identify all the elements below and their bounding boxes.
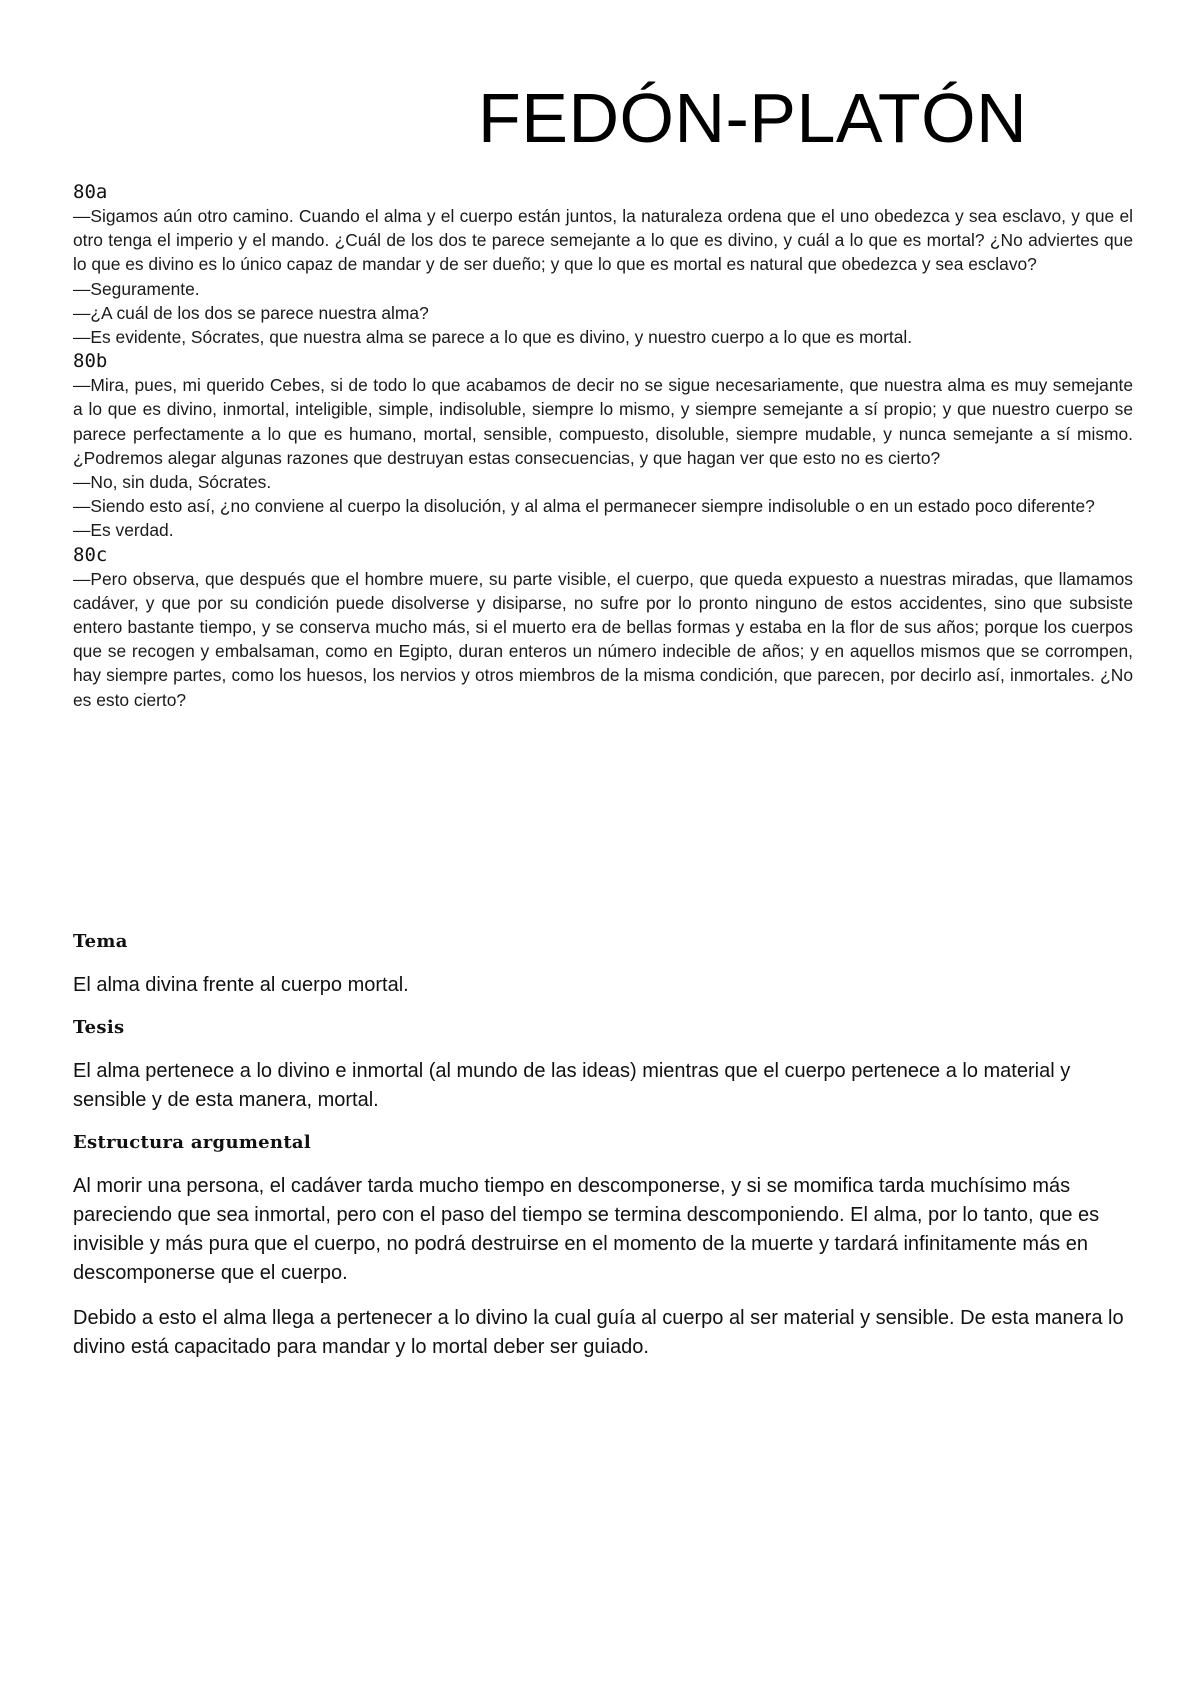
estructura-paragraph: Al morir una persona, el cadáver tarda mucho tiempo en descomponerse, y si se momifica tarda muchísimo más pareciendo que sea inmortal, pero con el paso del tiempo se termina descomponiendo. El alma, por lo tanto, que es invisible y más pura que el cuerpo, no podrá destruirse en el momento de la muerte y tardará infinitamente más en descomponerse que el cuerpo.: [73, 1175, 1100, 1284]
dialogue-line: —Pero observa, que después que el hombre muere, su parte visible, el cuerpo, que queda expuesto a nuestras miradas, que llamamos cadáver, y que por su condición puede disolverse y disiparse, no sufre por lo pronto ninguno de estos accidentes, sino que subsiste entero bastante tiempo, y se conserva mucho más, si el muerto era de bellas formas y estaba en la flor de sus años; porque los cuerpos que se recogen y embalsaman, como en Egipto, duran enteros un número indecible de años; y en aquellos mismos que se corrompen, hay siempre partes, como los huesos, los nervios y otros miembros de la misma condición, que parecen, por decirlo así, inmortales. ¿No es esto cierto?: [73, 568, 1133, 710]
dialogue-line: —Siendo esto así, ¿no conviene al cuerpo la disolución, y al alma el permanecer siempre indisoluble o en un estado poco diferente?: [73, 496, 1095, 517]
estructura-paragraph: Debido a esto el alma llega a pertenecer a lo divino la cual guía al cuerpo al ser material y sensible. De esta manera lo divino está capacitado para mandar y lo mortal deber ser guiado.: [73, 1307, 1124, 1358]
dialogue-line: —Seguramente.: [73, 278, 200, 299]
section-marker: 80b: [73, 350, 108, 373]
section-marker: 80c: [73, 543, 108, 566]
section-marker: 80a: [73, 181, 108, 203]
tema-heading: Tema: [73, 931, 128, 952]
section-80b: [73, 349, 1133, 542]
dialogue-line: —Es evidente, Sócrates, que nuestra alma se parece a lo que es divino, y nuestro cuerpo a lo que es mortal.: [73, 327, 913, 348]
dialogue-line: —¿A cuál de los dos se parece nuestra alma?: [73, 302, 429, 323]
section-80c: [73, 543, 1133, 712]
dialogue-line: —Mira, pues, mi querido Cebes, si de todo lo que acabamos de decir no se sigue necesariamente, que nuestra alma es muy semejante a lo que es divino, inmortal, inteligible, simple, indisoluble, siempre lo mismo, y siempre semejante a sí propio; y que nuestro cuerpo se parece perfectamente a lo que es humano, mortal, sensible, compuesto, disoluble, siempre mudable, y nunca semejante a sí mismo. ¿Podremos alegar algunas razones que destruyan estas consecuencias, y que hagan ver que esto no es cierto?: [73, 375, 1133, 468]
dialogue-line: —Es verdad.: [73, 520, 174, 541]
estructura-heading: Estructura argumental: [73, 1132, 312, 1153]
dialogue-line: —Sigamos aún otro camino. Cuando el alma y el cuerpo están juntos, la naturaleza ordena que el uno obedezca y sea esclavo, y que el otro tenga el imperio y el mando. ¿Cuál de los dos te parece semejante a lo que es divino, y cuál a lo que es mortal? ¿No adviertes que lo que es divino es lo único capaz de mandar y de ser dueño; y que lo que es mortal es natural que obedezca y sea esclavo?: [73, 206, 1133, 275]
dialogue-excerpt: [73, 180, 1133, 712]
tesis-text: El alma pertenece a lo divino e inmortal (al mundo de las ideas) mientras que el cuerpo pertenece a lo material y sensible y de esta manera, mortal.: [73, 1060, 1071, 1111]
tesis-heading: Tesis: [73, 1017, 125, 1038]
tema-text: El alma divina frente al cuerpo mortal.: [73, 974, 409, 996]
dialogue-line: —No, sin duda, Sócrates.: [73, 472, 272, 493]
text-analysis: [73, 930, 1135, 1378]
document-title: FEDÓN-PLATÓN: [478, 79, 1028, 157]
section-80a: [73, 180, 1133, 349]
